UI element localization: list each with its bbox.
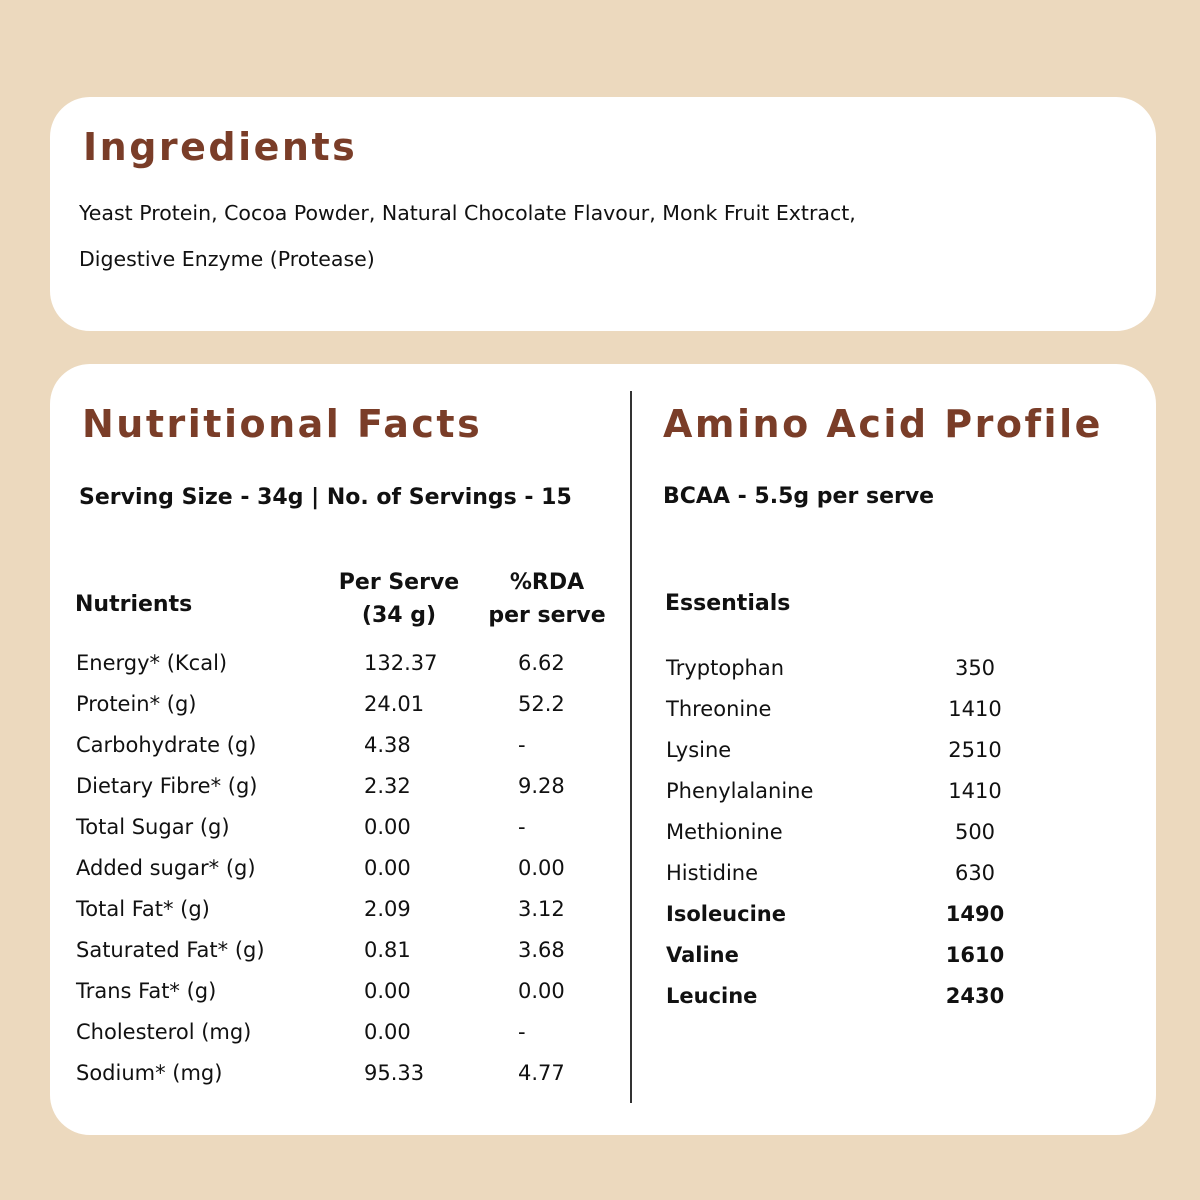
ingredients-title: Ingredients: [83, 125, 358, 169]
amino-acid-value: 1410: [948, 779, 1002, 803]
amino-acid-name: Methionine: [666, 820, 783, 844]
nutrition-title: Nutritional Facts: [82, 402, 483, 446]
per-serve-header-line-1: Per Serve: [338, 570, 460, 595]
nutrient-per-serve: 24.01: [364, 692, 425, 716]
amino-acid-name: Tryptophan: [666, 656, 785, 680]
essentials-header: Essentials: [665, 591, 791, 616]
nutrients-header: Nutrients: [75, 592, 193, 617]
nutrient-name: Sodium* (mg): [76, 1061, 223, 1085]
nutrient-name: Energy* (Kcal): [76, 651, 228, 675]
nutrient-per-serve: 95.33: [364, 1061, 425, 1085]
nutrient-per-serve: 0.00: [364, 1020, 411, 1044]
rda-header-line-1: %RDA: [509, 570, 585, 595]
amino-acid-value: 2430: [945, 984, 1005, 1008]
nutrient-rda: 6.62: [518, 651, 565, 675]
amino-acid-name: Phenylalanine: [666, 779, 814, 803]
nutrition-amino-card: [50, 364, 1156, 1135]
nutrient-per-serve: 4.38: [364, 733, 411, 757]
column-divider: [630, 391, 632, 1103]
nutrient-rda: 0.00: [518, 979, 565, 1003]
amino-acid-name: Valine: [666, 943, 739, 967]
ingredients-card: [50, 97, 1156, 331]
nutrient-name: Saturated Fat* (g): [76, 938, 265, 962]
amino-acid-name: Isoleucine: [666, 902, 786, 926]
nutrient-name: Carbohydrate (g): [76, 733, 257, 757]
bcaa-line: BCAA - 5.5g per serve: [663, 484, 935, 509]
amino-acid-value: 1410: [948, 697, 1002, 721]
ingredients-line-1: Yeast Protein, Cocoa Powder, Natural Chocolate Flavour, Monk Fruit Extract,: [79, 201, 856, 225]
nutrient-name: Added sugar* (g): [76, 856, 256, 880]
nutrient-per-serve: 2.32: [364, 774, 411, 798]
amino-acid-value: 1610: [945, 943, 1005, 967]
nutrient-name: Dietary Fibre* (g): [76, 774, 258, 798]
amino-acid-value: 630: [954, 861, 996, 885]
nutrient-per-serve: 0.00: [364, 856, 411, 880]
nutrient-rda: 0.00: [518, 856, 565, 880]
nutrient-per-serve: 132.37: [364, 651, 438, 675]
nutrient-rda: 3.68: [518, 938, 565, 962]
nutrient-per-serve: 0.00: [364, 815, 411, 839]
amino-acid-value: 1490: [945, 902, 1005, 926]
nutrient-rda: 52.2: [518, 692, 565, 716]
nutrient-per-serve: 0.00: [364, 979, 411, 1003]
nutrient-rda: 3.12: [518, 897, 565, 921]
nutrient-per-serve: 2.09: [364, 897, 411, 921]
nutrient-name: Total Fat* (g): [76, 897, 210, 921]
nutrient-name: Cholesterol (mg): [76, 1020, 252, 1044]
rda-header-line-2: per serve: [488, 603, 606, 628]
nutrient-rda: -: [518, 1020, 526, 1044]
serving-size: Serving Size - 34g | No. of Servings - 15: [79, 485, 572, 510]
amino-acid-name: Threonine: [666, 697, 772, 721]
nutrient-name: Trans Fat* (g): [76, 979, 217, 1003]
nutrient-rda: 4.77: [518, 1061, 565, 1085]
amino-acid-value: 500: [954, 820, 996, 844]
nutrient-name: Total Sugar (g): [76, 815, 230, 839]
nutrient-rda: -: [518, 733, 526, 757]
amino-acid-name: Leucine: [666, 984, 758, 1008]
nutrient-name: Protein* (g): [76, 692, 197, 716]
amino-acid-value: 2510: [948, 738, 1002, 762]
amino-title: Amino Acid Profile: [663, 402, 1103, 446]
amino-acid-name: Histidine: [666, 861, 759, 885]
amino-acid-name: Lysine: [666, 738, 732, 762]
ingredients-line-2: Digestive Enzyme (Protease): [79, 247, 375, 271]
nutrient-rda: 9.28: [518, 774, 565, 798]
rda-header: [470, 566, 624, 632]
amino-acid-value: 350: [954, 656, 996, 680]
per-serve-header-line-2: (34 g): [361, 603, 437, 628]
nutrient-rda: -: [518, 815, 526, 839]
per-serve-header: [319, 566, 479, 632]
nutrient-per-serve: 0.81: [364, 938, 411, 962]
